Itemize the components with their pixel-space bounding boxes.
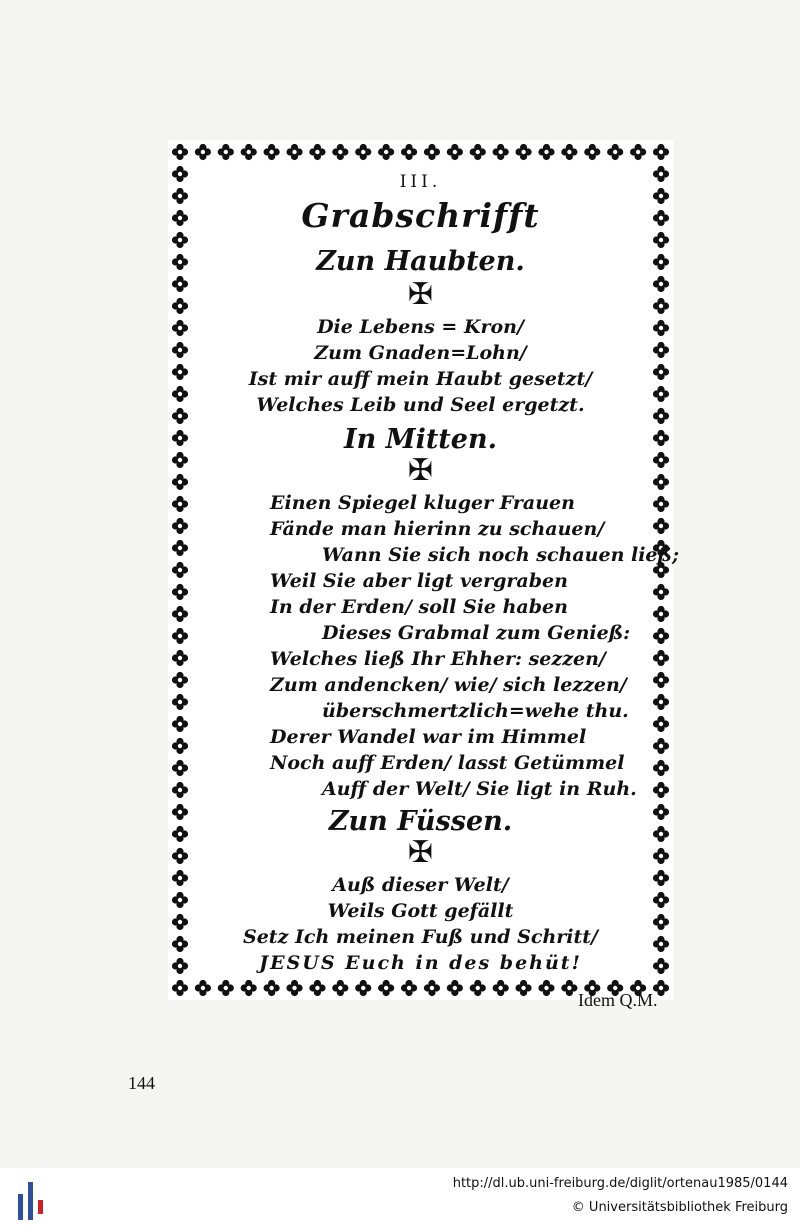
ornament-flower-icon bbox=[309, 144, 325, 160]
ornamental-frame bbox=[168, 140, 679, 1000]
ornament-flower-icon bbox=[172, 848, 188, 864]
ornament-flower-icon bbox=[241, 144, 257, 160]
epitaph-title: Grabschrifft bbox=[301, 196, 540, 235]
ornament-flower-icon bbox=[172, 826, 188, 842]
ornament-flower-icon bbox=[172, 958, 188, 974]
cross-icon: ✠ bbox=[407, 835, 434, 870]
ornament-flower-icon bbox=[584, 144, 600, 160]
ornament-flower-icon bbox=[630, 144, 646, 160]
ornament-flower-icon bbox=[172, 980, 188, 996]
ornament-flower-icon bbox=[286, 980, 302, 996]
cross-icon: ✠ bbox=[407, 277, 434, 312]
ornament-flower-icon bbox=[653, 650, 669, 666]
verse-line: JESUS Euch in des behüt! bbox=[259, 952, 582, 974]
ornament-flower-icon bbox=[653, 364, 669, 380]
ornament-flower-icon bbox=[172, 892, 188, 908]
ornament-flower-icon bbox=[172, 760, 188, 776]
signature: Idem Q.M. bbox=[578, 990, 658, 1010]
ornament-flower-icon bbox=[515, 980, 531, 996]
epitaph-text bbox=[198, 168, 679, 974]
ornament-flower-icon bbox=[172, 782, 188, 798]
ornament-flower-icon bbox=[378, 144, 394, 160]
ornament-flower-icon bbox=[653, 342, 669, 358]
verse-line: Setz Ich meinen Fuß und Schritt/ bbox=[243, 926, 598, 948]
ornament-flower-icon bbox=[241, 980, 257, 996]
ornament-flower-icon bbox=[172, 298, 188, 314]
ornament-flower-icon bbox=[172, 342, 188, 358]
ornament-flower-icon bbox=[653, 474, 669, 490]
ornament-flower-icon bbox=[653, 606, 669, 622]
ornament-flower-icon bbox=[653, 782, 669, 798]
ornament-flower-icon bbox=[309, 980, 325, 996]
ornament-flower-icon bbox=[355, 144, 371, 160]
ornament-flower-icon bbox=[355, 980, 371, 996]
ornament-flower-icon bbox=[653, 870, 669, 886]
ornament-flower-icon bbox=[286, 144, 302, 160]
source-url-link[interactable]: http://dl.ub.uni-freiburg.de/diglit/ortenau1985/0144 bbox=[452, 1176, 788, 1191]
ornament-flower-icon bbox=[172, 914, 188, 930]
ornament-flower-icon bbox=[653, 584, 669, 600]
ornament-flower-icon bbox=[653, 738, 669, 754]
ornament-flower-icon bbox=[653, 320, 669, 336]
ornament-flower-icon bbox=[653, 188, 669, 204]
ornament-flower-icon bbox=[470, 980, 486, 996]
ornament-flower-icon bbox=[538, 144, 554, 160]
ornament-flower-icon bbox=[561, 980, 577, 996]
ornament-flower-icon bbox=[653, 144, 669, 160]
ornament-flower-icon bbox=[401, 144, 417, 160]
ornament-flower-icon bbox=[172, 650, 188, 666]
ornament-flower-icon bbox=[653, 826, 669, 842]
ornament-flower-icon bbox=[172, 188, 188, 204]
section-middle-title: In Mitten. bbox=[344, 424, 497, 455]
ornament-flower-icon bbox=[653, 958, 669, 974]
verse-line: Auff der Welt/ Sie ligt in Ruh. bbox=[322, 778, 637, 800]
ornament-flower-icon bbox=[378, 980, 394, 996]
ornament-flower-icon bbox=[172, 232, 188, 248]
ornament-flower-icon bbox=[332, 980, 348, 996]
ornament-flower-icon bbox=[172, 518, 188, 534]
verse-line: Einen Spiegel kluger Frauen bbox=[270, 492, 575, 514]
verse-line: Fände man hierinn zu schauen/ bbox=[270, 518, 605, 540]
ornament-flower-icon bbox=[653, 232, 669, 248]
ornament-flower-icon bbox=[172, 562, 188, 578]
verse-line: Dieses Grabmal zum Genieß: bbox=[322, 622, 631, 644]
ornament-flower-icon bbox=[493, 144, 509, 160]
ornament-flower-icon bbox=[470, 144, 486, 160]
ornament-flower-icon bbox=[172, 672, 188, 688]
verse-line: Weil Sie aber ligt vergraben bbox=[270, 570, 568, 592]
ornament-flower-icon bbox=[653, 892, 669, 908]
ornament-flower-icon bbox=[172, 474, 188, 490]
verse-line: Auß dieser Welt/ bbox=[332, 874, 509, 896]
ornament-flower-icon bbox=[424, 980, 440, 996]
ornament-flower-icon bbox=[172, 254, 188, 270]
ornament-flower-icon bbox=[401, 980, 417, 996]
ornament-flower-icon bbox=[653, 848, 669, 864]
ornament-flower-icon bbox=[264, 144, 280, 160]
ornament-flower-icon bbox=[218, 980, 234, 996]
ornament-flower-icon bbox=[653, 914, 669, 930]
ornament-flower-icon bbox=[172, 210, 188, 226]
ornament-flower-icon bbox=[653, 452, 669, 468]
ornament-flower-icon bbox=[653, 628, 669, 644]
ornament-flower-icon bbox=[172, 606, 188, 622]
ornament-flower-icon bbox=[172, 144, 188, 160]
ornament-flower-icon bbox=[172, 430, 188, 446]
ornament-flower-icon bbox=[653, 254, 669, 270]
ornament-flower-icon bbox=[172, 276, 188, 292]
ornament-flower-icon bbox=[172, 166, 188, 182]
verse-line: Welches Leib und Seel ergetzt. bbox=[256, 394, 585, 416]
ornament-flower-icon bbox=[195, 144, 211, 160]
ornament-flower-icon bbox=[447, 980, 463, 996]
ornament-flower-icon bbox=[653, 804, 669, 820]
ornament-flower-icon bbox=[172, 320, 188, 336]
ornament-flower-icon bbox=[172, 804, 188, 820]
verse-line: Wann Sie sich noch schauen ließ; bbox=[322, 544, 679, 566]
ornament-flower-icon bbox=[447, 144, 463, 160]
verse-line: Derer Wandel war im Himmel bbox=[270, 726, 587, 748]
viewer-footer bbox=[0, 1168, 800, 1226]
ornament-flower-icon bbox=[653, 408, 669, 424]
ornament-flower-icon bbox=[653, 672, 669, 688]
verse-line: Zum andencken/ wie/ sich lezzen/ bbox=[270, 674, 627, 696]
ornament-flower-icon bbox=[172, 386, 188, 402]
ornament-flower-icon bbox=[172, 452, 188, 468]
ornament-flower-icon bbox=[172, 496, 188, 512]
cross-icon: ✠ bbox=[407, 453, 434, 488]
page-number: 144 bbox=[128, 1073, 155, 1093]
ornament-flower-icon bbox=[172, 628, 188, 644]
library-logo-icon bbox=[16, 1178, 46, 1222]
ornament-flower-icon bbox=[172, 540, 188, 556]
verse-line: Noch auff Erden/ lasst Getümmel bbox=[270, 752, 625, 774]
ornament-flower-icon bbox=[653, 166, 669, 182]
ornament-flower-icon bbox=[607, 144, 623, 160]
ornament-flower-icon bbox=[172, 694, 188, 710]
ornament-flower-icon bbox=[332, 144, 348, 160]
ornament-flower-icon bbox=[264, 980, 280, 996]
ornament-flower-icon bbox=[172, 584, 188, 600]
ornament-flower-icon bbox=[653, 716, 669, 732]
ornament-flower-icon bbox=[653, 760, 669, 776]
ornament-flower-icon bbox=[653, 496, 669, 512]
ornament-flower-icon bbox=[172, 408, 188, 424]
verse-line: Welches ließ Ihr Ehher: sezzen/ bbox=[270, 648, 606, 670]
ornament-flower-icon bbox=[653, 518, 669, 534]
ornament-flower-icon bbox=[653, 210, 669, 226]
ornament-flower-icon bbox=[653, 386, 669, 402]
section-head-title: Zun Haubten. bbox=[316, 246, 525, 277]
epitaph-numeral: III. bbox=[399, 172, 442, 192]
ornament-flower-icon bbox=[653, 936, 669, 952]
ornament-flower-icon bbox=[653, 276, 669, 292]
ornament-flower-icon bbox=[172, 936, 188, 952]
section-feet-title: Zun Füssen. bbox=[328, 806, 513, 837]
verse-line: Weils Gott gefällt bbox=[327, 900, 514, 922]
ornament-flower-icon bbox=[424, 144, 440, 160]
verse-line: Zum Gnaden=Lohn/ bbox=[314, 342, 527, 364]
ornament-flower-icon bbox=[653, 694, 669, 710]
verse-line: In der Erden/ soll Sie haben bbox=[270, 596, 568, 618]
ornament-flower-icon bbox=[653, 430, 669, 446]
ornament-flower-icon bbox=[515, 144, 531, 160]
ornament-flower-icon bbox=[172, 870, 188, 886]
verse-line: Ist mir auff mein Haubt gesetzt/ bbox=[248, 368, 593, 390]
ornament-flower-icon bbox=[218, 144, 234, 160]
ornament-flower-icon bbox=[653, 298, 669, 314]
ornament-flower-icon bbox=[561, 144, 577, 160]
copyright-text: © Universitätsbibliothek Freiburg bbox=[571, 1200, 788, 1215]
verse-line: überschmertzlich=wehe thu. bbox=[322, 700, 629, 722]
ornament-flower-icon bbox=[172, 364, 188, 380]
ornament-flower-icon bbox=[172, 716, 188, 732]
ornament-flower-icon bbox=[195, 980, 211, 996]
ornament-flower-icon bbox=[493, 980, 509, 996]
verse-line: Die Lebens = Kron/ bbox=[317, 316, 524, 338]
ornament-flower-icon bbox=[538, 980, 554, 996]
ornament-flower-icon bbox=[172, 738, 188, 754]
